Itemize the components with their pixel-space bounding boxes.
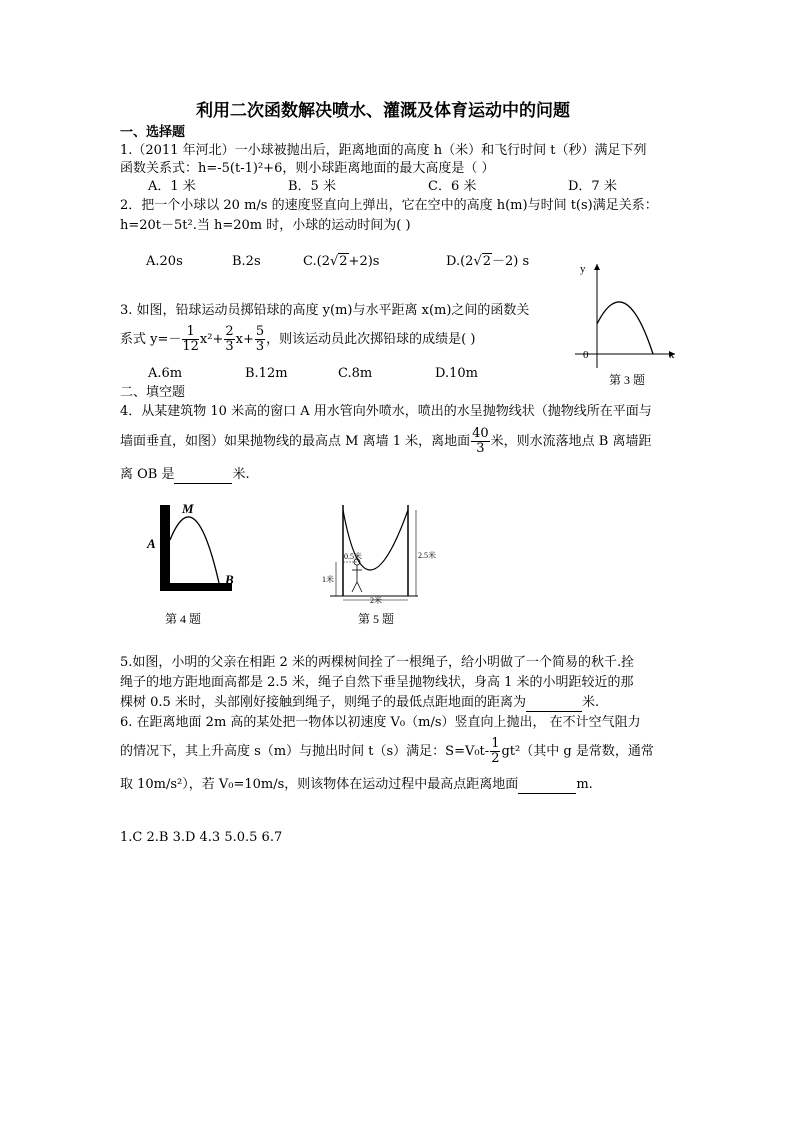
q2-option-c-post: +2)s [348, 254, 380, 269]
fig3-y-label: y [580, 263, 586, 275]
q2-option-d-post: －2) s [492, 254, 530, 269]
q6-answer-blank [518, 777, 576, 794]
fig5-label-2: 2米 [370, 596, 382, 605]
figure-5-swing [320, 500, 440, 635]
q3-fraction-2: $\frac{2}{3}$ [225, 324, 234, 354]
fig5-caption: 第 5 题 [358, 612, 395, 626]
q6-line3 [120, 777, 593, 794]
section-heading-fill: 二、填空题 [120, 385, 186, 400]
q2-option-c-pre: C.(2 [303, 254, 330, 269]
section-heading-choice: 一、选择题 [120, 125, 186, 140]
q2-option-c-radicand: 2 [339, 254, 348, 269]
q6-line1: 6. 在距离地面 2m 高的某处把一物体以初速度 V₀（m/s）竖直向上抛出， 在不计空气阻力 [120, 715, 641, 730]
q3-line1: 3. 如图，铅球运动员掷铅球的高度 y(m)与水平距离 x(m)之间的函数关 [120, 303, 530, 318]
q3-formula-line [120, 322, 475, 358]
q3-fraction-3: $\frac{5}{3}$ [255, 324, 265, 354]
q4-line1: 4．从某建筑物 10 米高的窗口 A 用水管向外喷水，喷出的水呈抛物线状（抛物线所在平面与 [120, 404, 652, 419]
fig5-rope-curve [343, 510, 408, 570]
q5-answer-blank [526, 695, 582, 712]
q4-line3-pre: 离 OB 是 [120, 467, 175, 482]
q5-line1: 5.如图，小明的父亲在相距 2 米的两棵树间拴了一根绳子，给小明做了一个简易的秋千.拴 [120, 655, 635, 670]
q1-option-c: C．6 米 [428, 179, 477, 194]
fig3-trajectory-curve [597, 302, 653, 354]
q5-line3-post: 米. [581, 695, 600, 710]
fig5-label-05: 0.5米 [344, 552, 362, 561]
fig4-ground [160, 583, 232, 591]
q6-line2-pre: 的情况下，其上升高度 s（m）与抛出时间 t（s）满足：S=V₀t- [120, 744, 490, 759]
fig5-person-legs [352, 582, 362, 592]
fig4-label-b: B [225, 572, 234, 587]
fig3-caption: 第 3 题 [609, 373, 646, 387]
q2-line1: 2．把一个小球以 20 m/s 的速度竖直向上弹出，它在空中的高度 h(m)与时间 t(s)满足关系： [120, 198, 658, 213]
q2-option-d: D.(2√2－2) s [446, 254, 530, 269]
q6-fraction: $\frac{1}{2}$ [491, 736, 500, 766]
q3-fraction-1: $\frac{1}{12}$ [182, 324, 199, 354]
q3-mid1: x²+ [199, 332, 224, 347]
q2-line2: h=20t－5t².当 h=20m 时，小球的运动时间为( ) [120, 218, 411, 233]
q2-option-a: A.20s [146, 254, 183, 269]
q1-option-b: B．5 米 [288, 179, 336, 194]
fig4-label-m: M [182, 501, 194, 516]
fig4-wall [160, 505, 170, 591]
q1-option-a: A．1 米 [148, 179, 196, 194]
q4-line3-post: 米. [232, 467, 250, 482]
q3-option-d: D.10m [435, 366, 478, 381]
q6-line3-post: m. [576, 777, 593, 792]
q1-line1: 1.（2011 年河北）一小球被抛出后，距离地面的高度 h（米）和飞行时间 t（秒）满足下列 [120, 143, 647, 158]
q6-line2-post: gt²（其中 g 是常数，通常 [501, 744, 654, 759]
q3-post: ，则该运动员此次掷铅球的成绩是( ) [266, 332, 476, 347]
fig3-origin-label: 0 [583, 349, 589, 361]
page-title: 利用二次函数解决喷水、灌溉及体育运动中的问题 [196, 101, 570, 120]
q3-mid2: x+ [235, 332, 254, 347]
q2-option-d-pre: D.(2 [446, 254, 474, 269]
q3-option-b: B.12m [245, 366, 288, 381]
q5-line2: 绳子的地方距地面高都是 2.5 米，绳子自然下垂呈抛物线状，身高 1 米的小明距较近的那 [120, 675, 634, 690]
q3-option-c: C.8m [338, 366, 373, 381]
figure-3-graph [565, 258, 685, 388]
fig5-label-1: 1米 [322, 575, 334, 584]
fig3-y-arrow [594, 264, 600, 270]
fig5-label-25: 2.5米 [418, 551, 436, 560]
q3-option-a: A.6m [148, 366, 183, 381]
fig4-water-curve [170, 517, 219, 583]
answer-key: 1.C 2.B 3.D 4.3 5.0.5 6.7 [120, 830, 283, 845]
q6-line2 [120, 734, 654, 770]
q4-fraction: $\frac{40}{3}$ [472, 426, 489, 456]
q1-line2: 函数关系式：h=-5(t-1)²+6，则小球距离地面的最大高度是（ ） [120, 161, 495, 176]
q1-option-d: D．7 米 [568, 179, 617, 194]
q4-line2-pre: 墙面垂直，如图）如果抛物线的最高点 M 离墙 1 米，离地面 [120, 434, 471, 449]
q4-line3 [120, 467, 250, 484]
q2-option-b: B.2s [232, 254, 261, 269]
q4-line2-post: 米，则水流落地点 B 离墙距 [490, 434, 652, 449]
q5-line3-pre: 棵树 0.5 米时，头部刚好接触到绳子，则绳子的最低点距地面的距离为 [120, 695, 526, 710]
fig4-caption: 第 4 题 [165, 612, 202, 626]
q2-option-c: C.(2√2+2)s [303, 254, 380, 269]
fig3-x-label: x [669, 349, 675, 361]
q6-line3-pre: 取 10m/s²），若 V₀=10m/s，则该物体在运动过程中最高点距离地面 [120, 777, 519, 792]
q5-line3 [120, 695, 599, 712]
q3-pre: 系式 y=－ [120, 332, 182, 347]
q4-answer-blank [174, 467, 232, 484]
fig4-label-a: A [147, 536, 156, 551]
q4-line2 [120, 424, 652, 460]
q2-option-d-radicand: 2 [482, 254, 492, 269]
figure-4-fountain [140, 500, 250, 635]
